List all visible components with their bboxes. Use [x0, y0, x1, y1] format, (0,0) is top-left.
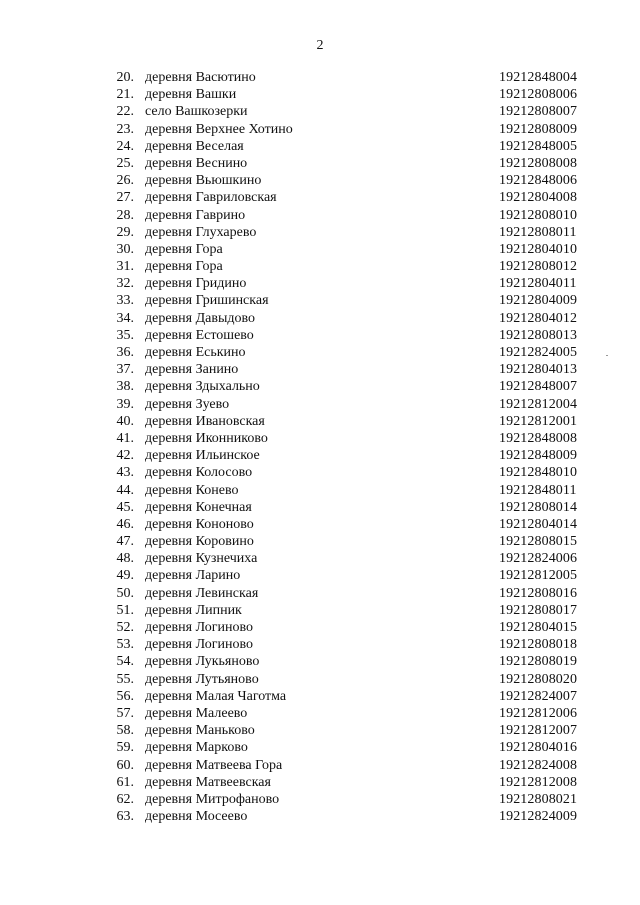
list-item	[0, 172, 640, 189]
oktmo-code: 19212848004	[499, 70, 578, 85]
settlement-name: деревня Здыхально	[145, 379, 260, 395]
settlement-name: деревня Верхнее Хотино	[145, 121, 293, 137]
row-number: 63.	[116, 809, 134, 825]
oktmo-code: 19212808018	[499, 637, 578, 653]
oktmo-code: 19212808013	[499, 327, 578, 343]
list-item	[0, 499, 640, 516]
oktmo-code: 19212812007	[499, 723, 578, 739]
row-number: 42.	[116, 448, 134, 464]
list-item	[0, 791, 640, 808]
oktmo-code: 19212804008	[499, 190, 578, 206]
oktmo-code: 19212808021	[499, 791, 578, 807]
list-item	[0, 464, 640, 481]
settlement-name: деревня Марково	[145, 740, 248, 756]
list-item	[0, 447, 640, 464]
list-item	[0, 292, 640, 309]
row-number: 36.	[116, 345, 134, 360]
list-item	[0, 258, 640, 275]
list-item	[0, 207, 640, 224]
row-number: 45.	[116, 499, 134, 515]
row-number: 32.	[116, 276, 134, 292]
row-number: 44.	[116, 482, 134, 498]
row-number: 61.	[116, 774, 134, 790]
oktmo-code: 19212848006	[499, 173, 578, 189]
settlement-name: деревня Веселая	[145, 138, 244, 154]
list-item	[0, 722, 640, 739]
list-item	[0, 344, 640, 361]
oktmo-code: 19212812001	[499, 413, 578, 429]
row-number: 23.	[116, 121, 134, 137]
row-number: 33.	[116, 293, 134, 309]
settlement-name: деревня Конево	[145, 482, 239, 498]
oktmo-code: 19212808007	[499, 104, 578, 120]
oktmo-code: 19212808015	[499, 534, 578, 550]
list-item	[0, 396, 640, 413]
settlement-name: деревня Зуево	[145, 396, 230, 412]
list-item	[0, 413, 640, 430]
oktmo-code: 19212848008	[499, 430, 578, 446]
settlement-name: деревня Гора	[145, 241, 223, 257]
row-number: 31.	[116, 259, 134, 275]
row-number: 25.	[116, 155, 134, 171]
oktmo-code: 19212804009	[499, 293, 578, 309]
list-item	[0, 138, 640, 155]
oktmo-code: 19212804014	[499, 516, 578, 532]
settlement-name: деревня Логиново	[145, 620, 253, 635]
settlement-name: деревня Маньково	[145, 723, 255, 739]
oktmo-code: 19212812006	[499, 705, 578, 721]
row-number: 35.	[116, 327, 134, 343]
oktmo-code: 19212808009	[499, 121, 578, 137]
row-number: 48.	[116, 551, 134, 567]
list-item	[0, 327, 640, 344]
oktmo-code: 19212848010	[499, 465, 578, 481]
settlement-name: деревня Веснино	[145, 155, 248, 171]
row-number: 46.	[116, 516, 134, 532]
row-number: 27.	[116, 190, 134, 206]
row-number: 57.	[116, 705, 134, 721]
list-item	[0, 602, 640, 619]
settlement-name: деревня Мосеево	[145, 809, 248, 825]
settlement-name: деревня Малеево	[145, 705, 248, 721]
list-item	[0, 121, 640, 138]
oktmo-code: 19212808008	[499, 155, 578, 171]
oktmo-code: 19212812008	[499, 774, 578, 790]
list-item	[0, 567, 640, 584]
list-item	[0, 757, 640, 774]
row-number: 20.	[116, 70, 134, 85]
row-number: 56.	[116, 688, 134, 704]
row-number: 34.	[116, 310, 134, 326]
settlement-name: деревня Еськино	[145, 345, 246, 360]
list-item	[0, 155, 640, 172]
row-number: 39.	[116, 396, 134, 412]
row-number: 49.	[116, 568, 134, 584]
oktmo-code: 19212808020	[499, 671, 578, 687]
oktmo-code: 19212824008	[499, 757, 578, 773]
settlement-name: деревня Левинская	[145, 585, 259, 601]
settlement-name: деревня Давыдово	[145, 310, 256, 326]
list-item	[0, 482, 640, 499]
list-item	[0, 585, 640, 602]
list-item	[0, 378, 640, 395]
settlement-name: деревня Липник	[145, 602, 242, 618]
row-number: 26.	[116, 173, 134, 189]
list-item	[0, 189, 640, 206]
row-number: 53.	[116, 637, 134, 653]
settlement-name: деревня Логиново	[145, 637, 253, 653]
list-item	[0, 808, 640, 825]
settlement-name: деревня Малая Чаготма	[145, 688, 287, 704]
scan-speck	[606, 355, 608, 356]
row-number: 58.	[116, 723, 134, 739]
row-number: 29.	[116, 224, 134, 240]
row-number: 60.	[116, 757, 134, 773]
settlement-name: деревня Естошево	[145, 327, 254, 343]
list-item	[0, 224, 640, 241]
oktmo-code: 19212804011	[499, 276, 577, 292]
settlement-name: деревня Ларино	[145, 568, 241, 584]
list-item	[0, 550, 640, 567]
row-number: 55.	[116, 671, 134, 687]
settlement-name: деревня Гора	[145, 259, 223, 275]
list-item	[0, 533, 640, 550]
list-item	[0, 310, 640, 327]
settlement-name: деревня Матвеевская	[145, 774, 271, 790]
row-number: 22.	[116, 104, 134, 120]
oktmo-code: 19212808012	[499, 259, 578, 275]
settlement-name: деревня Ильинское	[145, 448, 260, 464]
settlement-name: деревня Васютино	[145, 70, 256, 85]
settlement-name: деревня Колосово	[145, 465, 253, 481]
settlement-name: деревня Лукьяново	[145, 654, 260, 670]
oktmo-code: 19212824006	[499, 551, 578, 567]
settlement-name: деревня Гавриловская	[145, 190, 277, 206]
list-item	[0, 103, 640, 120]
settlement-name: деревня Вьюшкино	[145, 173, 262, 189]
settlement-name: деревня Коровино	[145, 534, 254, 550]
row-number: 47.	[116, 534, 134, 550]
row-number: 30.	[116, 241, 134, 257]
settlement-name: деревня Конечная	[145, 499, 252, 515]
list-item	[0, 275, 640, 292]
oktmo-code: 19212804016	[499, 740, 578, 756]
row-number: 28.	[116, 207, 134, 223]
settlement-name: деревня Лутьяново	[145, 671, 259, 687]
list-item	[0, 774, 640, 791]
settlement-name: деревня Вашки	[145, 87, 237, 103]
oktmo-code: 19212808016	[499, 585, 578, 601]
settlement-list	[0, 69, 640, 825]
row-number: 21.	[116, 87, 134, 103]
list-item	[0, 739, 640, 756]
settlement-name: деревня Глухарево	[145, 224, 257, 240]
settlement-name: деревня Гаврино	[145, 207, 246, 223]
oktmo-code: 19212808019	[499, 654, 578, 670]
oktmo-code: 19212848009	[499, 448, 578, 464]
row-number: 50.	[116, 585, 134, 601]
oktmo-code: 19212808014	[499, 499, 578, 515]
list-item	[0, 636, 640, 653]
oktmo-code: 19212848011	[499, 482, 577, 498]
row-number: 54.	[116, 654, 134, 670]
oktmo-code: 19212824005	[499, 345, 578, 360]
list-item	[0, 361, 640, 378]
oktmo-code: 19212824009	[499, 809, 578, 825]
list-item	[0, 619, 640, 636]
list-item	[0, 688, 640, 705]
oktmo-code: 19212804015	[499, 620, 578, 635]
oktmo-code: 19212804013	[499, 362, 578, 378]
oktmo-code: 19212808006	[499, 87, 578, 103]
list-item	[0, 671, 640, 688]
oktmo-code: 19212824007	[499, 688, 578, 704]
row-number: 62.	[116, 791, 134, 807]
page-number: 2	[316, 38, 324, 53]
row-number: 38.	[116, 379, 134, 395]
list-item	[0, 86, 640, 103]
list-item	[0, 430, 640, 447]
oktmo-code: 19212808017	[499, 602, 578, 618]
row-number: 24.	[116, 138, 134, 154]
row-number: 43.	[116, 465, 134, 481]
oktmo-code: 19212848005	[499, 138, 578, 154]
oktmo-code: 19212808010	[499, 207, 578, 223]
settlement-name: деревня Гридино	[145, 276, 247, 292]
settlement-name: деревня Гришинская	[145, 293, 269, 309]
settlement-name: деревня Ивановская	[145, 413, 265, 429]
settlement-name: деревня Иконниково	[145, 430, 268, 446]
oktmo-code: 19212812004	[499, 396, 578, 412]
settlement-name: деревня Матвеева Гора	[145, 757, 283, 773]
settlement-name: деревня Кузнечиха	[145, 551, 258, 567]
settlement-name: деревня Кононово	[145, 516, 254, 532]
settlement-name: село Вашкозерки	[145, 104, 248, 120]
list-item	[0, 69, 640, 86]
oktmo-code: 19212812005	[499, 568, 578, 584]
row-number: 41.	[116, 430, 134, 446]
settlement-name: деревня Митрофаново	[145, 791, 280, 807]
row-number: 59.	[116, 740, 134, 756]
oktmo-code: 19212808011	[499, 224, 577, 240]
oktmo-code: 19212848007	[499, 379, 578, 395]
list-item	[0, 516, 640, 533]
row-number: 40.	[116, 413, 134, 429]
row-number: 51.	[116, 602, 134, 618]
list-item	[0, 705, 640, 722]
row-number: 52.	[116, 620, 134, 635]
list-item	[0, 241, 640, 258]
settlement-name: деревня Занино	[145, 362, 239, 378]
oktmo-code: 19212804012	[499, 310, 578, 326]
row-number: 37.	[116, 362, 134, 378]
oktmo-code: 19212804010	[499, 241, 578, 257]
list-item	[0, 653, 640, 670]
